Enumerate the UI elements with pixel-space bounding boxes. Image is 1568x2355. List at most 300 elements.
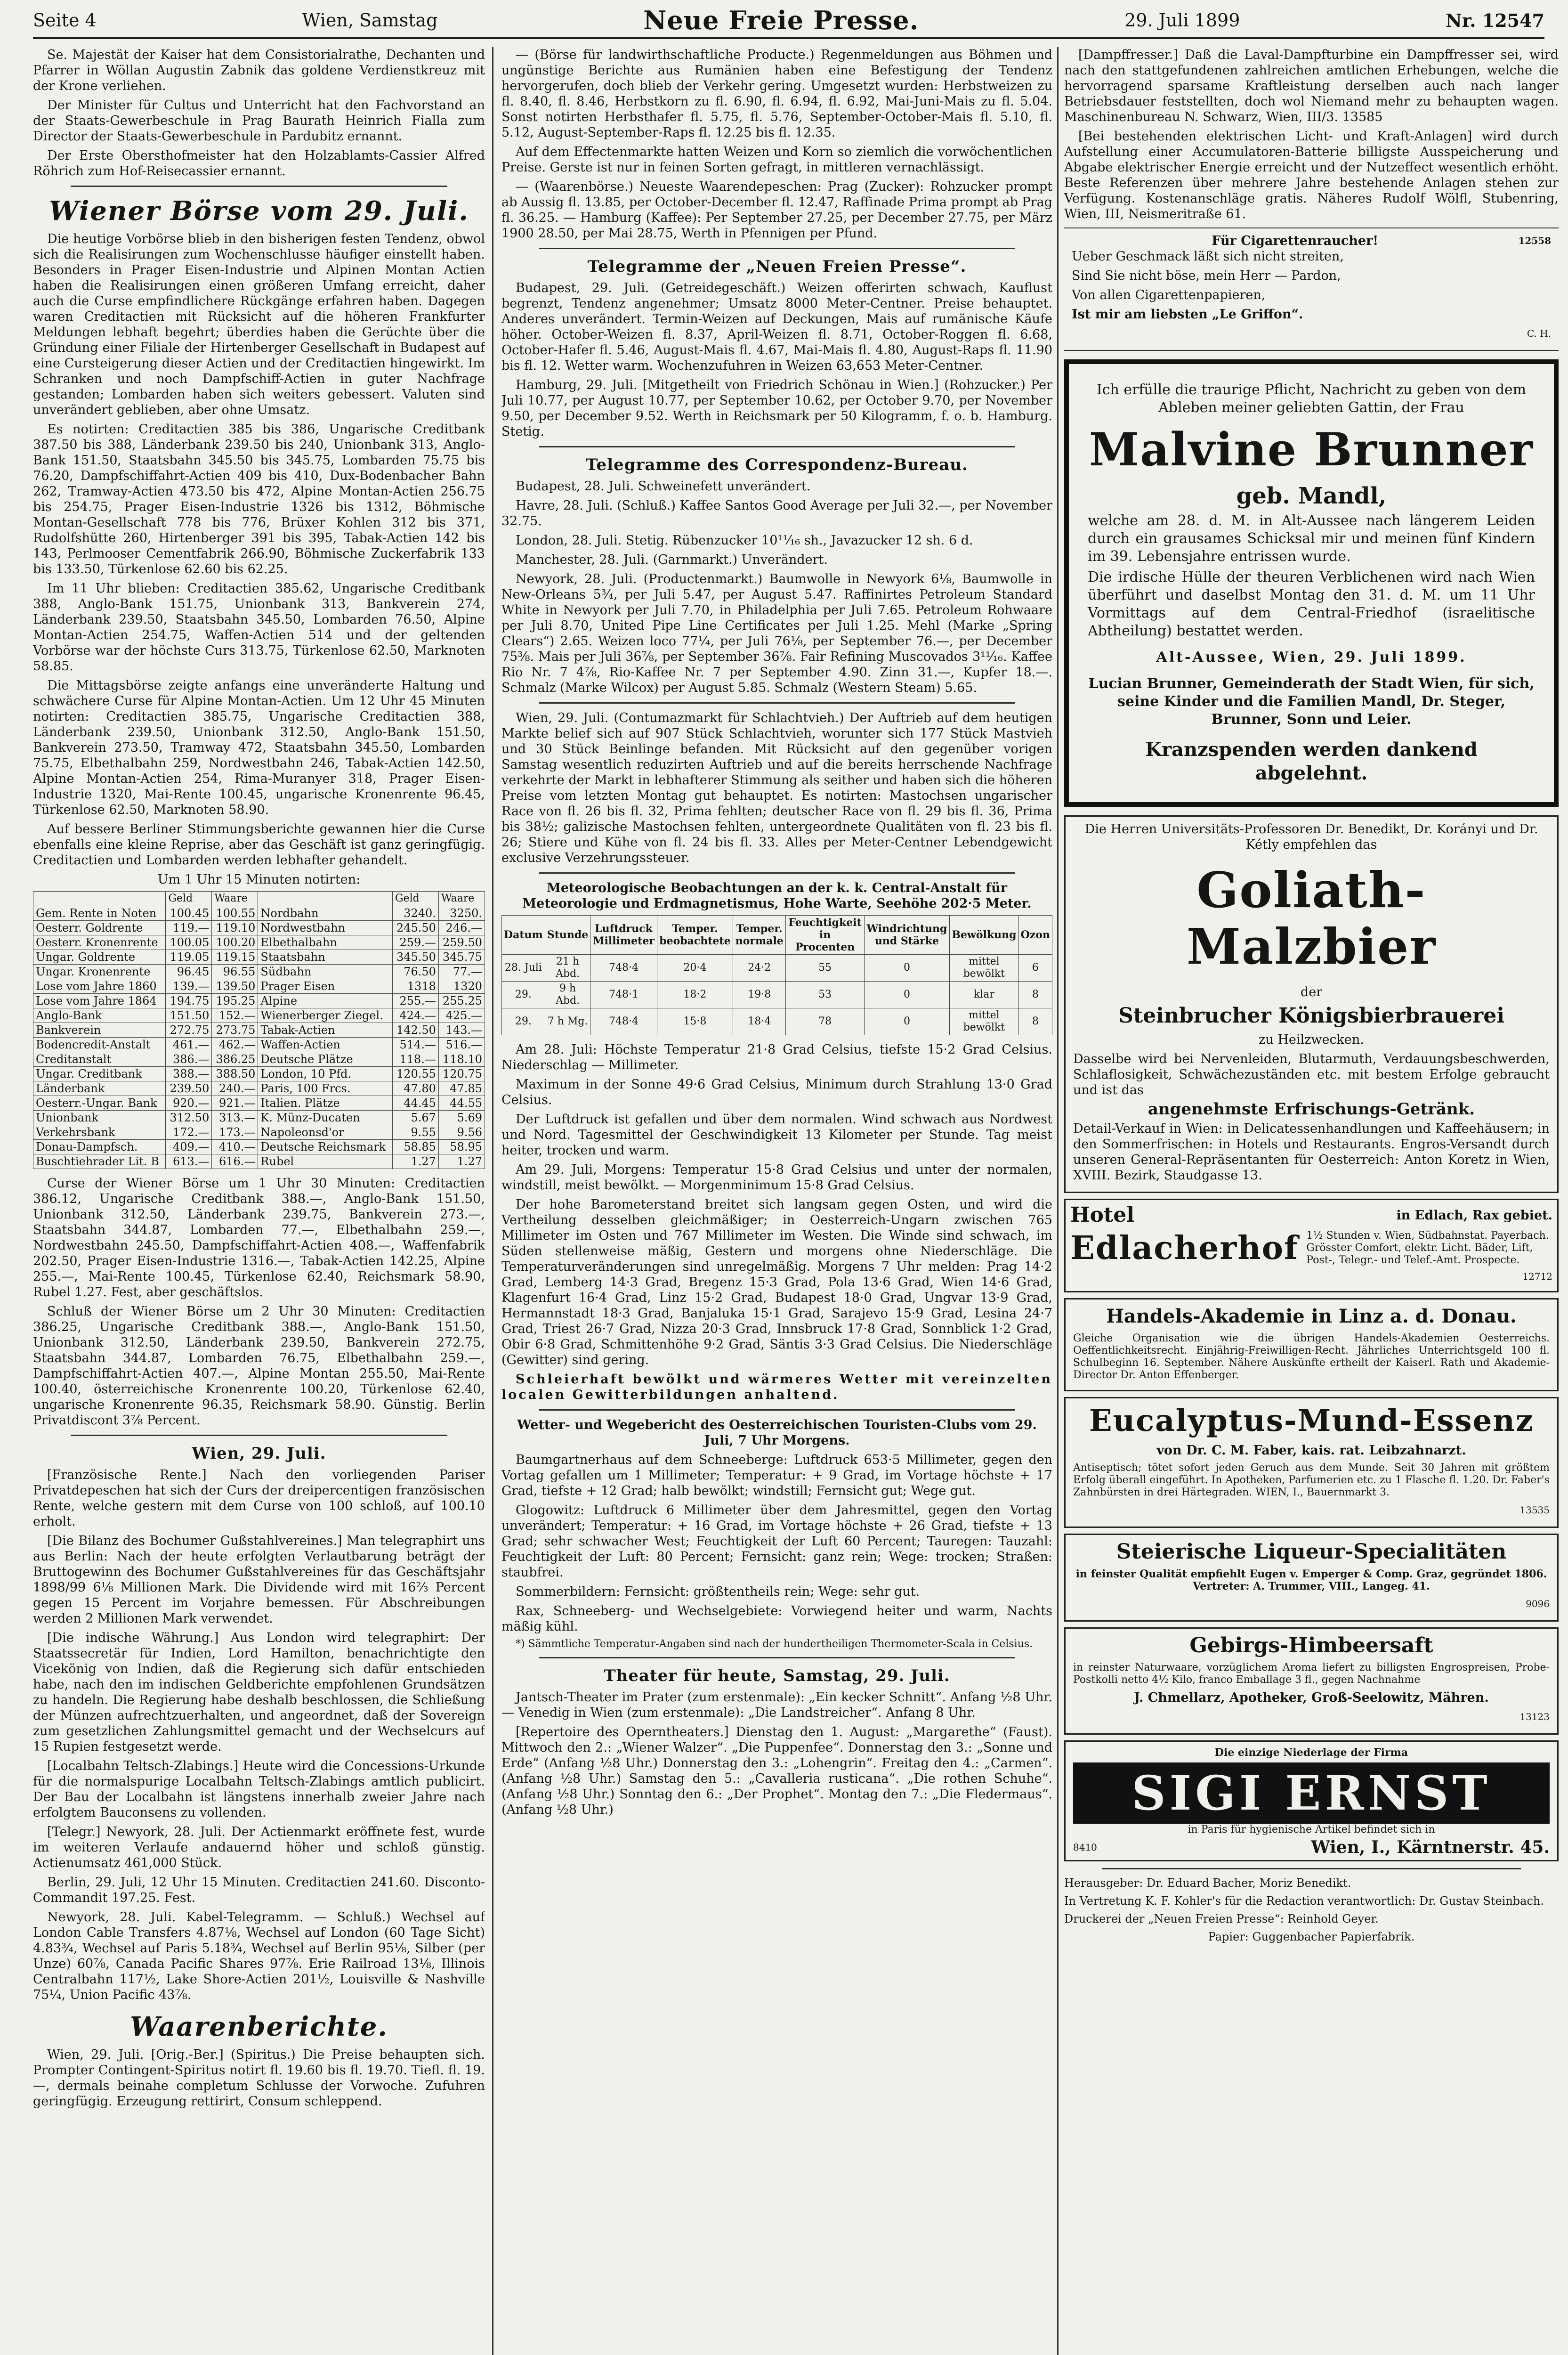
ad-highlight: angenehmste Erfrischungs-Getränk. xyxy=(1148,1100,1475,1119)
ad-number: 12712 xyxy=(1522,1271,1552,1282)
quote-cell: 118.— xyxy=(392,1052,438,1067)
quote-cell: 100.05 xyxy=(166,935,212,950)
table-header-cell: Luftdruck Millimeter xyxy=(590,916,657,955)
hotel-name: Edlacherhof xyxy=(1070,1229,1299,1267)
table-header-cell: Feuchtigkeit in Procenten xyxy=(786,916,864,955)
article-paragraph: Manchester, 28. Juli. (Garnmarkt.) Unverändert. xyxy=(516,552,828,567)
quote-cell: 119.10 xyxy=(212,921,258,935)
quote-cell: 240.— xyxy=(212,1081,258,1096)
section-rule xyxy=(539,872,1015,874)
quote-cell: 152.— xyxy=(212,1008,258,1023)
ad-number: 13535 xyxy=(1520,1504,1550,1516)
goliath-brand: Goliath-Malzbier xyxy=(1186,861,1437,975)
stock-quote-table xyxy=(33,891,485,1169)
telegram-heading: Telegramme der „Neuen Freien Presse“. xyxy=(587,257,967,276)
security-name-cell: Südbahn xyxy=(258,965,393,979)
article-paragraph: [Die Bilanz des Bochumer Gußstahlvereines.] Man telegraphirt uns aus Berlin: Nach der heute erfolgten Verlautbarung beträgt der Bruttogewinn des Bochumer Gußstahlvereines für das Geschäftsjahr 1898/99 6⅛ Millionen Mark. Die Dividende wird mit 16⅔ Percent gegen 15 Percent im Vorjahre bemessen. Für Abschreibungen werden 2 Millionen Mark verwendet. xyxy=(33,1534,485,1626)
security-name-cell: Bankverein xyxy=(33,1023,166,1038)
quote-cell: 58.95 xyxy=(438,1140,485,1154)
table-cell: 18·4 xyxy=(733,1008,786,1035)
quote-cell: 345.75 xyxy=(438,950,485,965)
article-paragraph: Glogowitz: Luftdruck 6 Millimeter über dem Jahresmittel, gegen den Vortag unverändert; Temperatur: + 16 Grad, im Vortage höchste + 26 Grad, tiefste + 13 Grad; sehr schwacher West; Feuchtigkeit der Luft 60 Percent; Tauregen: Tauzahl: Feuchtigkeit der Luft: 80 Percent; Fernsicht: ganz rein; Wege: trocken; Straßen: staubfrei. xyxy=(501,1503,1052,1580)
security-name-cell: Wienerberger Ziegel. xyxy=(258,1008,393,1023)
table-header-cell xyxy=(33,892,166,906)
hotel-details: 1½ Stunden v. Wien, Südbahnstat. Payerbach. Grösster Comfort, elektr. Licht. Bäder, Lift, Post-, Telegr.- und Telef.-Amt. Prospecte. xyxy=(1306,1230,1549,1266)
table-cell: klar xyxy=(950,982,1018,1008)
table-header-cell: Temper. beobachtete xyxy=(657,916,733,955)
table-cell: 20·4 xyxy=(657,955,733,982)
verse-line: Ueber Geschmack läßt sich nicht streiten, xyxy=(1072,249,1344,264)
table-cell: 9 h Abd. xyxy=(545,982,590,1008)
quote-cell: 120.55 xyxy=(392,1067,438,1081)
article-paragraph: Maximum in der Sonne 49·6 Grad Celsius, Minimum durch Strahlung 13·0 Grad Celsius. xyxy=(501,1077,1052,1107)
security-name-cell: Unionbank xyxy=(33,1111,166,1125)
notice: Se. Majestät der Kaiser hat dem Consistorialrathe, Dechanten und Pfarrer in Wöllan Augustin Zabnik das goldene Verdienstkreuz mit der Krone verliehen. xyxy=(33,48,485,93)
obituary-footer: Kranzspenden werden dankend abgelehnt. xyxy=(1145,739,1478,784)
security-name-cell: Staatsbahn xyxy=(258,950,393,965)
table-cell: 8 xyxy=(1018,1008,1052,1035)
imprint-line: Herausgeber: Dr. Eduard Bacher, Moriz Benedikt. xyxy=(1064,1876,1351,1890)
table-row xyxy=(33,1154,485,1169)
security-name-cell: London, 10 Pfd. xyxy=(258,1067,393,1081)
quote-cell: 194.75 xyxy=(166,994,212,1008)
ad-text: in feinster Qualität empfiehlt Eugen v. Emperger & Comp. Graz, gegründet 1806. Vertreter: A. Trummer, VIII., Langeg. 41. xyxy=(1075,1568,1547,1592)
brewery-name: Steinbrucher Königsbierbrauerei xyxy=(1118,1004,1504,1028)
ad-title: Eucalyptus-Mund-Essenz xyxy=(1089,1403,1534,1438)
column-1 xyxy=(33,47,485,2355)
security-name-cell: Paris, 100 Frcs. xyxy=(258,1081,393,1096)
quote-cell: 245.50 xyxy=(392,921,438,935)
quote-cell: 259.50 xyxy=(438,935,485,950)
quote-cell: 1320 xyxy=(438,979,485,994)
footnote: *) Sämmtliche Temperatur-Angaben sind nach der hundertheiligen Thermometer-Scala in Celsius. xyxy=(516,1638,1033,1650)
maiden-name: geb. Mandl, xyxy=(1236,483,1387,509)
security-name-cell: K. Münz-Ducaten xyxy=(258,1111,393,1125)
quote-cell: 151.50 xyxy=(166,1008,212,1023)
ad-number: 8410 xyxy=(1073,1842,1097,1853)
section-rule xyxy=(539,702,1015,704)
table-cell: 0 xyxy=(864,1008,949,1035)
article-paragraph: — (Börse für landwirthschaftliche Producte.) Regenmeldungen aus Böhmen und ungünstige Berichte aus Rumänien haben eine Befestigung der Tendenz hervorgerufen, doch blieb der Verkehr gering. Umgesetzt wurden: Herbstweizen zu fl. 8.40, fl. 8.46, Herbstkorn zu fl. 6.90, fl. 6.94, fl. 6.92, Mai-Juni-Mais zu fl. 5.04. Sonst notirten Herbsthafer fl. 5.75, fl. 5.76, September-October-Mais fl. 5.10, fl. 5.12, August-September-Raps fl. 12.25 bis fl. 12.35. xyxy=(501,48,1052,140)
article-paragraph: Wien, 29. Juli. (Contumazmarkt für Schlachtvieh.) Der Auftrieb auf dem heutigen Markte belief sich auf 907 Stück Schlachtvieh, worunter sich 177 Stück Mastvieh und 30 Stück Beinlinge befanden. Mit Rücksicht auf den gegenüber vorigen Samstag wesentlich reduzirten Auftrieb und auf die bereits herrschende Nachfrage verkehrte der Markt in lebhafterer Stimmung als seither und haben sich die höheren Preise vom letzten Montag gut behauptet. Es notirten: Mastochsen ungarischer Race von fl. 26 bis fl. 32, Prima fehlten; deutscher Race von fl. 29 bis fl. 36, Prima bis 38½; galizische Mastochsen fehlten, untergeordnete Qualitäten von fl. 23 bis fl. 26; Stiere und Kühe von fl. 24 bis fl. 33. Alles per Meter-Centner Lebendgewicht exclusive Verzehrungssteuer. xyxy=(501,711,1052,865)
section-rule xyxy=(71,186,447,187)
theater-heading: Theater für heute, Samstag, 29. Juli. xyxy=(604,1666,950,1685)
table-cell: mittel bewölkt xyxy=(950,1008,1018,1035)
quote-cell: 461.— xyxy=(166,1038,212,1052)
table-row xyxy=(33,935,485,950)
table-row xyxy=(33,1096,485,1111)
security-name-cell: Verkehrsbank xyxy=(33,1125,166,1140)
table-cell: 18·2 xyxy=(657,982,733,1008)
quote-cell: 514.— xyxy=(392,1038,438,1052)
security-name-cell: Buschtiehrader Lit. B xyxy=(33,1154,166,1169)
obituary-signers: Lucian Brunner, Gemeinderath der Stadt Wien, für sich, seine Kinder und die Familien Mandl, Dr. Steger, Brunner, Sonn und Leier. xyxy=(1088,675,1535,728)
table-header-cell xyxy=(258,892,393,906)
alpine-report-title: Wetter- und Wegebericht des Oesterreichischen Touristen-Clubs vom 29. Juli, 7 Uhr Morgens. xyxy=(517,1418,1037,1448)
security-name-cell: Elbethalbahn xyxy=(258,935,393,950)
quote-cell: 255.— xyxy=(392,994,438,1008)
place-date: Wien, Samstag xyxy=(302,10,438,31)
issue-number: Nr. 12547 xyxy=(1446,9,1544,31)
table-cell: 0 xyxy=(864,982,949,1008)
quote-cell: 388.50 xyxy=(212,1067,258,1081)
quote-cell: 119.— xyxy=(166,921,212,935)
quote-cell: 118.10 xyxy=(438,1052,485,1067)
table-cell: 53 xyxy=(786,982,864,1008)
ad-text: Detail-Verkauf in Wien: in Delicatessenhandlungen und Kaffeehäusern; in den Sommerfrischen: in Hotels und Restaurants. Engros-Versandt durch unseren General-Repräsentanten für Oesterreich: Anton Koretz in Wien, XVIII. Bezirk, Staudgasse 13. xyxy=(1073,1121,1550,1183)
hotel-place: in Edlach, Rax gebiet. xyxy=(1396,1208,1552,1223)
quote-cell: 77.— xyxy=(438,965,485,979)
security-name-cell: Nordbahn xyxy=(258,906,393,921)
imprint-line: Papier: Guggenbacher Papierfabrik. xyxy=(1208,1930,1415,1943)
section-rule xyxy=(539,1657,1015,1658)
article-paragraph: London, 28. Juli. Stetig. Rübenzucker 10¹¹⁄₁₆ sh., Javazucker 12 sh. 6 d. xyxy=(516,533,973,548)
security-name-cell: Alpine xyxy=(258,994,393,1008)
table-row xyxy=(33,994,485,1008)
table-header-cell: Waare xyxy=(212,892,258,906)
table-header-cell: Waare xyxy=(438,892,485,906)
quote-cell: 100.45 xyxy=(166,906,212,921)
ad-text: in reinster Naturwaare, vorzüglichem Aroma liefert zu billigsten Engrospreisen, Probe-Postkolli netto 4½ Kilo, franco Emballage 3 fl., gegen Nachnahme xyxy=(1073,1662,1550,1686)
sigi-ernst-banner xyxy=(1073,1762,1550,1824)
quote-cell: 76.50 xyxy=(392,965,438,979)
ad-subtitle: von Dr. C. M. Faber, kais. rat. Leibzahnarzt. xyxy=(1156,1443,1466,1458)
table-cell: mittel bewölkt xyxy=(950,955,1018,982)
article-paragraph: Newyork, 28. Juli. (Productenmarkt.) Baumwolle in Newyork 6⅛, Baumwolle in New-Orleans 5¾, per Juli 5.47, per August 5.47. Raffinirtes Petroleum Standard White in Newyork per Juli 7.70, in Philadelphia per Juli 7.65. Petroleum Rohwaare per Juli 8.70, United Pipe Line Certificates per Juli 1.25. Mehl (Marke „Spring Clears“) 2.65. Weizen loco 77¼, per Juli 76⅛, per September 76.—, per December 75⅜. Mais per Juli 36⅞, per September 36⅞. Fair Refining Muscovados 3¹¹⁄₁₆. Kaffee Rio Nr. 7 4⅞, Rio-Kaffee Nr. 7 per September 4.90. Zinn 31.—, Kupfer 18.—. Schmalz (Marke Wilcox) per August 5.85. Schmalz (Western Steam) 5.65. xyxy=(501,572,1052,695)
security-name-cell: Oesterr. Kronenrente xyxy=(33,935,166,950)
quote-cell: 9.56 xyxy=(438,1125,485,1140)
table-row xyxy=(33,1111,485,1125)
quote-cell: 120.75 xyxy=(438,1067,485,1081)
article-paragraph: Im 11 Uhr blieben: Creditactien 385.62, Ungarische Creditbank 388, Anglo-Bank 151.75, Unionbank 313, Bankverein 274, Länderbank 239.50, Staatsbahn 345.50, Lombarden 76.50, Alpine Montan-Actien 254.75, Waffen-Actien 514 und der geltenden Vorbörse war der höchste Curs 313.75, Türkenlose 62.50, Marknoten 58.85. xyxy=(33,581,485,674)
masthead xyxy=(33,4,1544,39)
ad-seller: J. Chmellarz, Apotheker, Groß-Seelowitz, Mähren. xyxy=(1134,1690,1489,1705)
quote-cell: 386.25 xyxy=(212,1052,258,1067)
table-row xyxy=(33,921,485,935)
quote-cell: 259.— xyxy=(392,935,438,950)
quote-cell: 44.45 xyxy=(392,1096,438,1111)
article-paragraph: Curse der Wiener Börse um 1 Uhr 30 Minuten: Creditactien 386.12, Ungarische Creditbank 388.—, Anglo-Bank 151.50, Unionbank 312.50, Länderbank 239.75, Bankverein 273.—, Staatsbahn 344.87, Lombarden 77.—, Elbethalbahn 259.—, Nordwestbahn 245.50, Dampfschiffahrt-Actien 408.—, Waffenfabrik 202.50, Prager Eisen-Industrie 1316.—, Tabak-Actien 142.25, Alpine 255.—, Mai-Rente 100.45, Türkenlose 62.40, Reichsmark 58.90, Rubel 1.27. Fest, aber geschäftslos. xyxy=(33,1176,485,1299)
security-name-cell: Rubel xyxy=(258,1154,393,1169)
quote-cell: 1.27 xyxy=(438,1154,485,1169)
security-name-cell: Oesterr. Goldrente xyxy=(33,921,166,935)
security-name-cell: Oesterr.-Ungar. Bank xyxy=(33,1096,166,1111)
ad-text: Gleiche Organisation wie die übrigen Handels-Akademien Oesterreichs. Oeffentlichkeitsrecht. Einjährig-Freiwilligen-Recht. Jährliches Unterrichtsgeld 100 fl. Schulbeginn 16. September. Nähere Auskünfte ertheilt der Kaiserl. Rath und Akademie-Director Dr. Anton Effenberger. xyxy=(1073,1332,1550,1381)
article-paragraph: Hamburg, 29. Juli. [Mitgetheilt von Friedrich Schönau in Wien.] (Rohzucker.) Per Juli 10.77, per August 10.77, per September 10.62, per October 9.70, per November 9.50, per December 9.52. Werth in Reichsmark per 50 Kilogramm, f. o. b. Hamburg. Stetig. xyxy=(501,378,1052,439)
article-paragraph: Budapest, 29. Juli. (Getreidegeschäft.) Weizen offerirten schwach, Kauflust begrenzt, Tendenz angenehmer; Umsatz 8000 Meter-Centner. Preise behauptet. Anderes unverändert. Termin-Weizen auf Deckungen, Mais auf rumänische Käufe höher. October-Weizen fl. 8.37, April-Weizen fl. 8.71, October-Roggen fl. 6.68, October-Hafer fl. 5.46, August-Mais fl. 4.67, Mai-Mais fl. 4.80, August-Raps fl. 11.90 bis fl. 12. Wetter warm. Wochenzufuhren in Weizen 63,653 Meter-Centner. xyxy=(501,281,1052,373)
quote-cell: 920.— xyxy=(166,1096,212,1111)
ad-number: 9096 xyxy=(1526,1598,1550,1609)
article-paragraph: [Telegr.] Newyork, 28. Juli. Der Actienmarkt eröffnete fest, wurde im weiteren Verlaufe andauernd höher und schloß günstig. Actienumsatz 461,000 Stück. xyxy=(33,1825,485,1870)
cigarette-ad xyxy=(1064,227,1559,351)
table-cell: 15·8 xyxy=(657,1008,733,1035)
table-cell: 748·4 xyxy=(590,955,657,982)
eucalyptus-ad xyxy=(1064,1397,1559,1528)
quote-cell: 96.55 xyxy=(212,965,258,979)
table-cell: 21 h Abd. xyxy=(545,955,590,982)
table-header-cell: Bewölkung xyxy=(950,916,1018,955)
ad-title: Steierische Liqueur-Specialitäten xyxy=(1116,1540,1507,1564)
quote-cell: 143.— xyxy=(438,1023,485,1038)
table-header-cell: Geld xyxy=(166,892,212,906)
verse-line: Ist mir am liebsten „Le Griffon“. xyxy=(1072,307,1303,322)
quote-cell: 3240. xyxy=(392,906,438,921)
quote-cell: 47.80 xyxy=(392,1081,438,1096)
table-cell: 55 xyxy=(786,955,864,982)
forecast: Schleierhaft bewölkt und wärmeres Wetter mit vereinzelten localen Gewitterbildungen anhaltend. xyxy=(501,1372,1052,1402)
table-cell: 6 xyxy=(1018,955,1052,982)
security-name-cell: Lose vom Jahre 1864 xyxy=(33,994,166,1008)
security-name-cell: Ungar. Goldrente xyxy=(33,950,166,965)
quote-cell: 1318 xyxy=(392,979,438,994)
quote-cell: 462.— xyxy=(212,1038,258,1052)
himbeersaft-ad xyxy=(1064,1627,1559,1735)
table-row xyxy=(33,1008,485,1023)
article-paragraph: [Die indische Währung.] Aus London wird telegraphirt: Der Staatssecretär für Indien, Lord Hamilton, benachrichtigte den Vicekönig von Indien, daß die Regierung sich dafür entschieden habe, nach den im indischen Geldberichte empfohlenen Grundsätzen zu handeln. Die Regierung habe deshalb beschlossen, die Schließung der Münzen aufrechtzuerhalten, und angeordnet, daß der Sovereign zum gesetzlichen Zahlungsmittel gemacht und der Wechselcurs auf 15 Rupien festgesetzt werde. xyxy=(33,1631,485,1754)
table-row xyxy=(33,1125,485,1140)
quote-cell: 119.15 xyxy=(212,950,258,965)
article-paragraph: Der hohe Barometerstand breitet sich langsam gegen Osten, und wird die Vertheilung desselben gleichmäßiger; in Oesterreich-Ungarn zwischen 765 Millimeter im Osten und 767 Millimeter im Westen. Die Winde sind schwach, im Süden stellenweise mäßig, Gestern und morgens ohne Niederschläge. Die Temperaturveränderungen sind unregelmäßig. Morgens 7 Uhr melden: Prag 14·2 Grad, Lemberg 14·3 Grad, Bregenz 15·3 Grad, Pola 13·6 Grad, Wien 14·6 Grad, Klagenfurt 16·4 Grad, Linz 15·2 Grad, Budapest 18·0 Grad, Ungvar 13·9 Grad, Hermannstadt 18·3 Grad, Banjaluka 15·1 Grad, Sarajevo 15·9 Grad, Lesina 24·7 Grad, Triest 26·7 Grad, Nizza 20·3 Grad, Innsbruck 17·8 Grad, Sonnblick 1·2 Grad, Obir 6·8 Grad, Schmittenhöhe 9·2 Grad, Säntis 3·3 Grad Celsius. Die Niederschläge (Gewitter) sind gering. xyxy=(501,1197,1052,1367)
quote-cell: 313.— xyxy=(212,1111,258,1125)
quote-cell: 409.— xyxy=(166,1140,212,1154)
notice: Der Minister für Cultus und Unterricht hat den Fachvorstand an der Staats-Gewerbeschule in Prag Baurath Heinrich Fialla zum Director der Staats-Gewerbeschule in Pardubitz ernannt. xyxy=(33,98,485,144)
deceased-name: Malvine Brunner xyxy=(1089,423,1534,476)
waaren-heading: Waarenberichte. xyxy=(130,2011,388,2042)
security-name-cell: Prager Eisen xyxy=(258,979,393,994)
verse-line: Sind Sie nicht böse, mein Herr — Pardon, xyxy=(1072,268,1341,283)
column-3 xyxy=(1064,47,1559,2355)
table-cell: 8 xyxy=(1018,982,1052,1008)
table-header-cell: Ozon xyxy=(1018,916,1052,955)
table-header-cell: Datum xyxy=(502,916,545,955)
quote-cell: 100.20 xyxy=(212,935,258,950)
article-paragraph: [Französische Rente.] Nach den vorliegenden Pariser Privatdepeschen hat sich der Curs der dreipercentigen französischen Rente, welche gestern mit dem Curse von 100 schloß, auf 100.10 erholt. xyxy=(33,1468,485,1529)
quote-cell: 142.50 xyxy=(392,1023,438,1038)
article-paragraph: Newyork, 28. Juli. Kabel-Telegramm. — Schluß.) Wechsel auf London Cable Transfers 4.87⅛, Wechsel auf London (60 Tage Sicht) 4.83¾, Wechsel auf Paris 5.18¾, Wechsel auf Berlin 95⅛, Silber (per Unze) 60⅞, Canada Pacific Shares 97⅞. Erie Railroad 13⅛, Illinois Centralbahn 117½, Lake Shore-Actien 201½, Louisville & Nashville 75¼, Union Pacific 43⅞. xyxy=(33,1910,485,2002)
liqueur-ad xyxy=(1064,1534,1559,1622)
security-name-cell: Donau-Dampfsch. xyxy=(33,1140,166,1154)
obituary-place-date: Alt-Aussee, Wien, 29. Juli 1899. xyxy=(1156,649,1467,666)
quote-cell: 516.— xyxy=(438,1038,485,1052)
weather-table xyxy=(501,915,1052,1035)
article-paragraph: Jantsch-Theater im Prater (zum erstenmale): „Ein kecker Schnitt“. Anfang ½8 Uhr. — Venedig in Wien (zum erstenmale): „Die Landstreicher“. Anfang 8 Uhr. xyxy=(501,1690,1052,1720)
quote-cell: 9.55 xyxy=(392,1125,438,1140)
security-name-cell: Deutsche Plätze xyxy=(258,1052,393,1067)
table-cell: 19·8 xyxy=(733,982,786,1008)
newspaper-title: Neue Freie Presse. xyxy=(643,5,919,35)
quote-cell: 613.— xyxy=(166,1154,212,1169)
table-row xyxy=(502,955,1052,982)
article-paragraph: [Repertoire des Operntheaters.] Dienstag den 1. August: „Margarethe“ (Faust). Mittwoch den 2.: „Wiener Walzer“. „Die Puppenfee“. Donnerstag den 3.: „Sonne und Erde“ (Anfang ½8 Uhr.) Donnerstag den 3.: „Lohengrin“. Freitag den 4.: „Carmen“. (Anfang ½8 Uhr.) Samstag den 5.: „Cavalleria rusticana“. „Die rothen Schuhe“. (Anfang ½8 Uhr.) Sonntag den 6.: „Der Prophet“. Montag den 7.: „Die Fledermaus“. (Anfang ½8 Uhr.) xyxy=(501,1725,1052,1817)
quote-cell: 100.55 xyxy=(212,906,258,921)
table-row xyxy=(502,982,1052,1008)
table-cell: 29. xyxy=(502,982,545,1008)
quote-cell: 58.85 xyxy=(392,1140,438,1154)
security-name-cell: Creditanstalt xyxy=(33,1052,166,1067)
quote-cell: 386.— xyxy=(166,1052,212,1067)
signature: C. H. xyxy=(1527,328,1551,339)
ad-text: Antiseptisch; tötet sofort jeden Geruch aus dem Munde. Seit 30 Jahren mit größtem Erfolg überall eingeführt. In Apotheken, Parfumerien etc. zu 1 Flasche fl. 1.20. Dr. Faber's Zahnbürsten in drei Härtegraden. WIEN, I., Bauernmarkt 3. xyxy=(1073,1462,1550,1498)
column-divider xyxy=(492,47,493,2355)
table-cell: 28. Juli xyxy=(502,955,545,982)
small-notice: [Bei bestehenden elektrischen Licht- und Kraft-Anlagen] wird durch Aufstellung einer Accumulatoren-Batterie billigste Ausspeicherung und Abgabe elektrischer Energie erreicht und der Nutzeffect wesentlich erhöht. Beste Referenzen über mehrere Jahre bestehende Anlagen stehen zur Verfügung. Kostenanschläge gratis. Näheres Rudolf Wölfl, Stubenring, Wien, III, Neismeritraße 61. xyxy=(1064,129,1559,221)
article-paragraph: Auf bessere Berliner Stimmungsberichte gewannen hier die Curse ebenfalls eine kleine Reprise, aber das Geschäft ist ganz geringfügig. Creditactien und Lombarden werden lebhafter gehandelt. xyxy=(33,822,485,868)
goliath-malzbier-ad xyxy=(1064,815,1559,1193)
article-paragraph: Wien, 29. Juli. [Orig.-Ber.] (Spiritus.) Die Preise behaupten sich. Prompter Contingent-Spiritus notirt fl. 19.60 bis fl. 19.70. Tiefl. fl. 19.—, dermals beinahe completum Schlusse der Vorwoche. Zufuhren geringfügig. Erzeugung rettirirt, Consum schleppend. xyxy=(33,2047,485,2109)
quote-cell: 388.— xyxy=(166,1067,212,1081)
imprint-line: In Vertretung K. F. Kohler's für die Redaction verantwortlich: Dr. Gustav Steinbach. xyxy=(1064,1894,1544,1908)
quote-cell: 139.50 xyxy=(212,979,258,994)
quote-cell: 195.25 xyxy=(212,994,258,1008)
security-name-cell: Tabak-Actien xyxy=(258,1023,393,1038)
table-row xyxy=(33,1140,485,1154)
issue-date: 29. Juli 1899 xyxy=(1124,10,1240,31)
table-row xyxy=(33,1052,485,1067)
article-paragraph: Rax, Schneeberg- und Wechselgebiete: Vorwiegend heiter und warm, Nachts mäßig kühl. xyxy=(501,1604,1052,1634)
security-name-cell: Gem. Rente in Noten xyxy=(33,906,166,921)
ad-title: Gebirgs-Himbeersaft xyxy=(1189,1633,1433,1657)
ad-intro: Die einzige Niederlage der Firma xyxy=(1214,1746,1408,1759)
ad-address: Wien, I., Kärntnerstr. 45. xyxy=(1311,1837,1550,1857)
quote-cell: 424.— xyxy=(392,1008,438,1023)
quote-cell: 44.55 xyxy=(438,1096,485,1111)
article-paragraph: — (Waarenbörse.) Neueste Waarendepeschen: Prag (Zucker): Rohzucker prompt ab Aussig fl. 13.85, per October-December fl. 12.47, Raffinade Prima prompt ab Prag fl. 36.25. — Hamburg (Kaffee): Per September 27.25, per December 27.75, per März 1900 28.50, per Mai 28.75, Werth in Pfennigen per Pfund. xyxy=(501,179,1052,241)
article-paragraph: Es notirten: Creditactien 385 bis 386, Ungarische Creditbank 387.50 bis 388, Länderbank 239.50 bis 240, Unionbank 313, Anglo-Bank 151.50, Staatsbahn 345.50 bis 345.75, Lombarden 75.75 bis 76.20, Dampfschiffahrt-Actien 409 bis 410, Dux-Bodenbacher Bahn 262, Tramway-Actien 473.50 bis 472, Alpine Montan-Actien 256.75 bis 254.75, Prager Eisen-Industrie 1326 bis 1312, Böhmische Montan-Gesellschaft 778 bis 776, Brüxer Kohlen 312 bis 371, Rudolfshütte 260, Hirtenberger 391 bis 395, Tabak-Actien 142 bis 143, Perlmooser Cementfabrik 266.90, Böhmische Zuckerfabrik 133 bis 133.50, Türkenlose 62.60 bis 62.25. xyxy=(33,422,485,577)
table-row xyxy=(502,1008,1052,1035)
quote-cell: 312.50 xyxy=(166,1111,212,1125)
notice: Der Erste Obersthofmeister hat den Holzablamts-Cassier Alfred Röhrich zum Hof-Reisecassier ernannt. xyxy=(33,148,485,179)
table-row xyxy=(33,1067,485,1081)
quote-cell: 1.27 xyxy=(392,1154,438,1169)
table-cell: 748·1 xyxy=(590,982,657,1008)
quote-cell: 239.50 xyxy=(166,1081,212,1096)
section-rule xyxy=(539,446,1015,447)
quote-cell: 5.67 xyxy=(392,1111,438,1125)
telegram-bureau-heading: Telegramme des Correspondenz-Bureau. xyxy=(586,455,968,474)
ad-number: 13123 xyxy=(1520,1711,1550,1722)
security-name-cell: Ungar. Creditbank xyxy=(33,1067,166,1081)
security-name-cell: Anglo-Bank xyxy=(33,1008,166,1023)
small-notice: [Dampffresser.] Daß die Laval-Dampfturbine ein Dampffresser sei, wird nach den stattgefundenen zahlreichen amtlichen Erhebungen, welche die hervorragend sparsame Kraftleistung derselben auch nach langer Betriebsdauer feststellten, doch wol Niemand mehr zu behaupten wagen. Maschinenbureau N. Schwarz, Wien, III/3. 13585 xyxy=(1064,48,1559,124)
article-paragraph: Sommerbildern: Fernsicht: größtentheils rein; Wege: sehr gut. xyxy=(516,1584,920,1599)
column-2 xyxy=(501,47,1052,2355)
table-row xyxy=(33,1038,485,1052)
obituary-intro: Ich erfülle die traurige Pflicht, Nachricht zu geben von dem Ableben meiner geliebten Gattin, der Frau xyxy=(1096,382,1527,416)
hotel-ad xyxy=(1064,1199,1559,1292)
ad-text: Dasselbe wird bei Nervenleiden, Blutarmuth, Verdauungsbeschwerden, Schlaflosigkeit, Schwächezuständen etc. mit bestem Erfolge gebraucht und ist das xyxy=(1073,1052,1550,1097)
ad-text: zu Heilzwecken. xyxy=(1259,1032,1364,1047)
table-cell: 748·4 xyxy=(590,1008,657,1035)
security-name-cell: Lose vom Jahre 1860 xyxy=(33,979,166,994)
table-row xyxy=(33,1023,485,1038)
article-paragraph: Am 29. Juli, Morgens: Temperatur 15·8 Grad Celsius und unter der normalen, windstill, meist bewölkt. — Morgenminimum 15·8 Grad Celsius. xyxy=(501,1162,1052,1193)
table-header-cell: Windrichtung und Stärke xyxy=(864,916,949,955)
ad-text: der xyxy=(1300,985,1323,999)
table-cell: 24·2 xyxy=(733,955,786,982)
imprint-line: Druckerei der „Neuen Freien Presse“: Reinhold Geyer. xyxy=(1064,1912,1379,1925)
table-cell: 29. xyxy=(502,1008,545,1035)
table-cell: 0 xyxy=(864,955,949,982)
quote-cell: 5.69 xyxy=(438,1111,485,1125)
handels-akademie-ad xyxy=(1064,1298,1559,1391)
table-cell: 78 xyxy=(786,1008,864,1035)
section-rule xyxy=(1102,1868,1521,1869)
column-divider xyxy=(1057,47,1059,2355)
sigi-ernst-brand: SIGI ERNST xyxy=(1132,1765,1491,1821)
quote-cell: 410.— xyxy=(212,1140,258,1154)
obituary-notice xyxy=(1064,359,1559,807)
article-paragraph: Am 28. Juli: Höchste Temperatur 21·8 Grad Celsius, tiefste 15·2 Grad Celsius. Niederschlag — Millimeter. xyxy=(501,1042,1052,1072)
wien-heading: Wien, 29. Juli. xyxy=(192,1444,326,1463)
quote-cell: 139.— xyxy=(166,979,212,994)
quote-cell: 255.25 xyxy=(438,994,485,1008)
verse-line: Von allen Cigarettenpapieren, xyxy=(1072,288,1266,302)
quote-cell: 119.05 xyxy=(166,950,212,965)
table-header-cell: Temper. normale xyxy=(733,916,786,955)
security-name-cell: Länderbank xyxy=(33,1081,166,1096)
section-rule xyxy=(539,248,1015,249)
quote-cell: 172.— xyxy=(166,1125,212,1140)
page-number: Seite 4 xyxy=(33,10,97,31)
security-name-cell: Waffen-Actien xyxy=(258,1038,393,1052)
section-rule xyxy=(539,1409,1015,1411)
hotel-label: Hotel xyxy=(1070,1203,1134,1227)
quote-cell: 272.75 xyxy=(166,1023,212,1038)
obituary-text: welche am 28. d. M. in Alt-Aussee nach längerem Leiden durch ein grausames Schicksal mir und meinen fünf Kindern im 39. Lebensjahre entrissen wurde. xyxy=(1088,512,1535,565)
table-row xyxy=(33,906,485,921)
quote-cell: 425.— xyxy=(438,1008,485,1023)
quote-cell: 246.— xyxy=(438,921,485,935)
ad-title: Handels-Akademie in Linz a. d. Donau. xyxy=(1106,1305,1517,1327)
ad-number: 12558 xyxy=(1518,235,1551,246)
security-name-cell: Bodencredit-Anstalt xyxy=(33,1038,166,1052)
quote-cell: 345.50 xyxy=(392,950,438,965)
article-paragraph: Der Luftdruck ist gefallen und über dem normalen. Wind schwach aus Nordwest und Nord. Tagesmittel der Geschwindigkeit 13 Kilometer per Stunde. Tag meist heiter, trocken und warm. xyxy=(501,1112,1052,1158)
article-paragraph: Berlin, 29. Juli, 12 Uhr 15 Minuten. Creditactien 241.60. Disconto-Commandit 197.25. Fest. xyxy=(33,1875,485,1905)
security-name-cell: Nordwestbahn xyxy=(258,921,393,935)
table-row xyxy=(33,965,485,979)
security-name-cell: Napoleonsd'or xyxy=(258,1125,393,1140)
article-paragraph: Budapest, 28. Juli. Schweinefett unverändert. xyxy=(516,479,811,494)
quote-cell: 3250. xyxy=(438,906,485,921)
boerse-heading: Wiener Börse vom 29. Juli. xyxy=(49,195,469,227)
quote-cell: 921.— xyxy=(212,1096,258,1111)
quote-cell: 616.— xyxy=(212,1154,258,1169)
table-header-cell: Geld xyxy=(392,892,438,906)
security-name-cell: Ungar. Kronenrente xyxy=(33,965,166,979)
article-paragraph: Auf dem Effectenmarkte hatten Weizen und Korn so ziemlich die vorwöchentlichen Preise. Gerste ist nur in feinen Sorten gefragt, in mittleren vernachlässigt. xyxy=(501,145,1052,175)
table-row xyxy=(33,950,485,965)
ad-text: in Paris für hygienische Artikel befindet sich in xyxy=(1188,1824,1435,1835)
quote-cell: 96.45 xyxy=(166,965,212,979)
weather-table-title: Meteorologische Beobachtungen an der k. k. Central-Anstalt für Meteorologie und Erdmagnetismus, Hohe Warte, Seehöhe 202·5 Meter. xyxy=(522,881,1032,911)
article-paragraph: Havre, 28. Juli. (Schluß.) Kaffee Santos Good Average per Juli 32.—, per November 32.75. xyxy=(501,498,1052,528)
cigarette-ad-title: Für Cigarettenraucher! xyxy=(1212,234,1379,248)
quote-cell: 47.85 xyxy=(438,1081,485,1096)
ad-intro: Die Herren Universitäts-Professoren Dr. Benedikt, Dr. Korányi und Dr. Kétly empfehlen das xyxy=(1084,822,1538,852)
article-paragraph: Die Mittagsbörse zeigte anfangs eine unveränderte Haltung und schwächere Curse für Alpine Montan-Actien. Um 12 Uhr 45 Minuten notirten: Creditactien 385.75, Ungarische Creditactien 388, Länderbank 239.50, Unionbank 312.50, Anglo-Bank 151.50, Bankverein 273.50, Tramway 472, Staatsbahn 345.50, Lombarden 75.75, Elbethalbahn 259, Nordwestbahn 246, Tabak-Actien 142.50, Alpine Montan-Actien 254, Rima-Muranyer 318, Prager Eisen-Industrie 1320, Mai-Rente 100.45, ungarische Kronenrente 96.45, Türkenlose 62.50, Marknoten 58.90. xyxy=(33,678,485,817)
security-name-cell: Italien. Plätze xyxy=(258,1096,393,1111)
quote-cell: 173.— xyxy=(212,1125,258,1140)
article-paragraph: Baumgartnerhaus auf dem Schneeberge: Luftdruck 653·5 Millimeter, gegen den Vortag gefallen um 1 Millimeter; Temperatur: + 9 Grad, im Vortage höchste + 17 Grad, tiefste + 12 Grad; halb bewölkt; windstill; Fernsicht gut; Wege gut. xyxy=(501,1453,1052,1498)
obituary-text: Die irdische Hülle der theuren Verblichenen wird nach Wien überführt und daselbst Montag den 31. d. M. um 11 Uhr Vormittags auf dem Central-Friedhof (israelitische Abtheilung) bestattet werden. xyxy=(1088,569,1535,639)
table-row xyxy=(33,1081,485,1096)
sigi-ernst-ad xyxy=(1064,1740,1559,1861)
quote-cell: 273.75 xyxy=(212,1023,258,1038)
table-caption: Um 1 Uhr 15 Minuten notirten: xyxy=(157,872,361,887)
section-rule xyxy=(71,1435,447,1436)
article-paragraph: [Localbahn Teltsch-Zlabings.] Heute wird die Concessions-Urkunde für die normalspurige Localbahn Teltsch-Zlabings amtlich publicirt. Der Bau der Localbahn ist längstens innerhalb zweier Jahre nach erfolgtem Bauconsens zu vollenden. xyxy=(33,1759,485,1820)
